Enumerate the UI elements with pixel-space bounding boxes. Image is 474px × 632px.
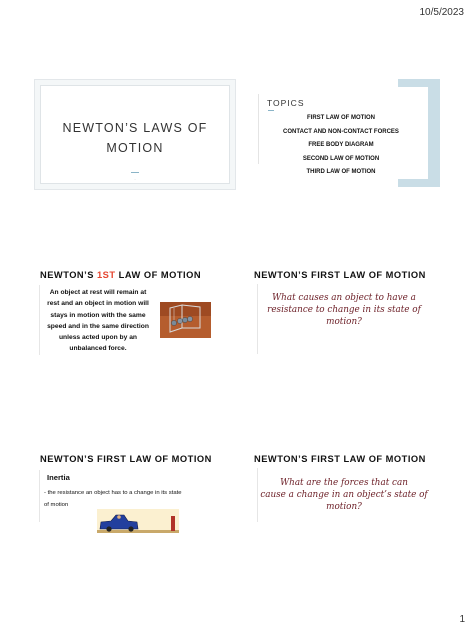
question-line: motion? [326,502,362,512]
inertia-term: Inertia [47,473,70,482]
title-divider [131,172,139,173]
heading-highlight: 1ST [97,270,116,280]
title-subtitle: ... [133,177,137,181]
divider-line [258,94,259,164]
forces-question [258,477,430,513]
newtons-cradle-image [160,302,211,338]
inertia-question [258,292,430,328]
question-line: resistance to change in its state of [267,305,421,315]
slide6-heading: NEWTON’S FIRST LAW OF MOTION [254,454,426,464]
title-line-1: NEWTON’S LAWS OF [62,121,208,135]
topics-list [270,112,412,180]
statement-line: An object at rest will remain at [49,289,147,296]
page-number: 1 [459,614,465,625]
topic-item: FREE BODY DIAGRAM [308,142,374,149]
divider-line [39,470,40,522]
car-crash-icon [97,509,179,533]
definition-line: of motion [44,502,69,508]
heading-prefix: NEWTON’S [40,270,98,280]
car-crash-image [97,509,179,533]
statement-line: stays in motion with the same [50,311,146,319]
topic-item: FIRST LAW OF MOTION [307,115,375,121]
accent-bar-top [398,79,440,87]
question-line: What are the forces that can [280,478,408,488]
slide4-heading: NEWTON’S FIRST LAW OF MOTION [254,270,426,280]
inertia-definition [44,487,222,511]
title-panel [40,85,230,184]
definition-line: - the resistance an object has to a change in its state [44,490,182,496]
title-line-2: MOTION [106,141,164,155]
slide-topics [258,79,440,187]
statement-line: unbalanced force. [69,345,127,353]
first-law-statement [40,287,156,355]
topic-item: THIRD LAW OF MOTION [306,169,376,176]
accent-bar-bottom [398,179,440,187]
presentation-title [41,118,229,158]
slide-title [34,79,236,190]
statement-line: speed and in the same direction [47,322,149,330]
slide3-heading [40,270,201,280]
newtons-cradle-icon [160,302,211,338]
topic-item: CONTACT AND NON-CONTACT FORCES [283,128,399,135]
question-line: motion? [326,317,362,327]
question-line: What causes an object to have a [272,293,416,303]
print-date: 10/5/2023 [419,7,464,18]
heading-suffix: LAW OF MOTION [115,270,202,280]
statement-line: rest and an object in motion will [47,300,149,308]
topic-item: SECOND LAW OF MOTION [302,155,380,162]
statement-line: unless acted upon by an [58,334,138,342]
topics-heading: TOPICS [267,98,305,108]
accent-bar [428,79,440,187]
heading-underline [268,110,274,111]
question-line: cause a change in an object’s state of [260,490,428,500]
slide5-heading: NEWTON’S FIRST LAW OF MOTION [40,454,212,464]
